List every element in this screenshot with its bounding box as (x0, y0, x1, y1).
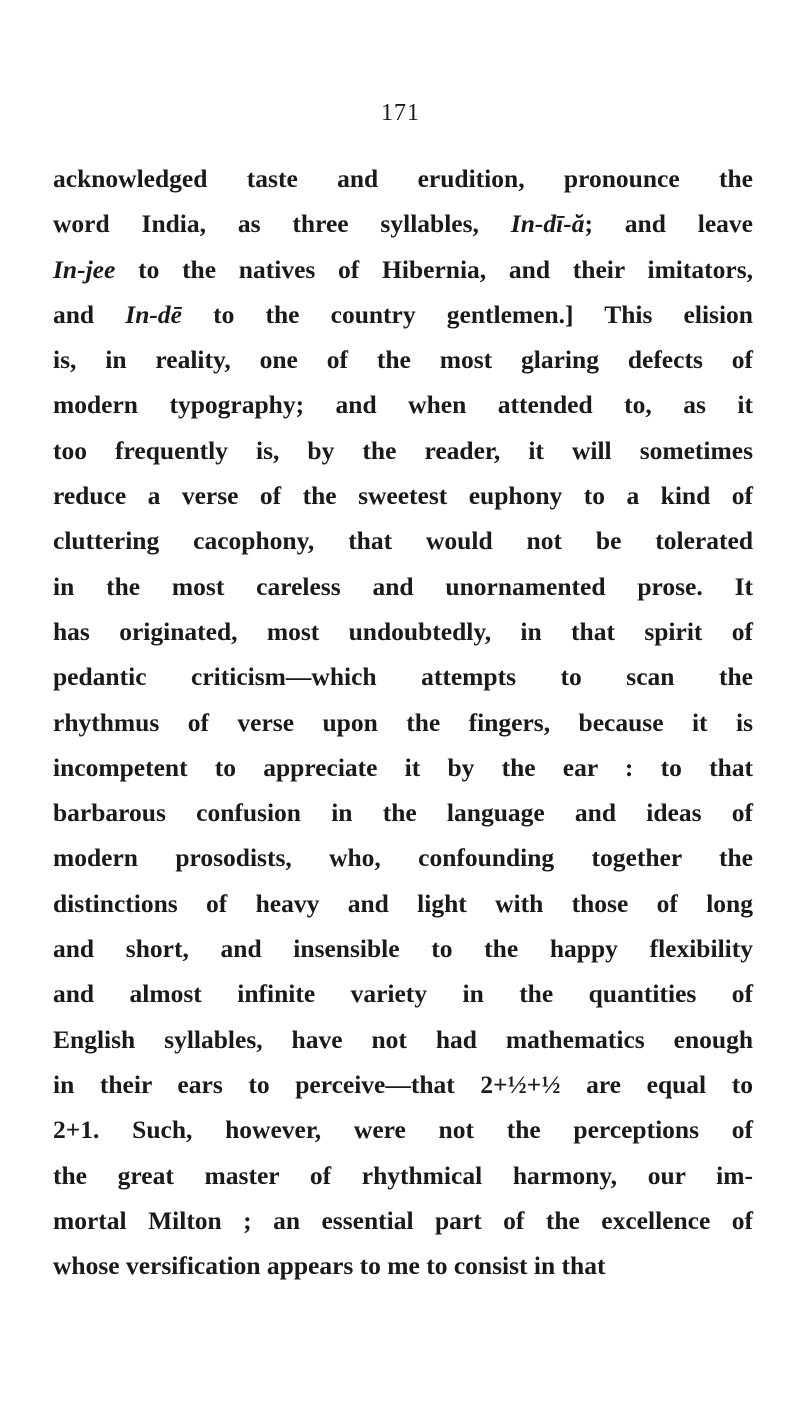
text-segment: and (53, 299, 126, 329)
text-line (53, 292, 753, 337)
text-segment: too frequently is, by the reader, it will sometimes (53, 435, 753, 465)
text-line (53, 382, 753, 427)
text-segment: cluttering cacophony, that would not be tolerated (53, 526, 753, 556)
text-line (53, 156, 753, 201)
text-segment: pedantic criticism—which attempts to scan the (53, 662, 753, 692)
text-segment: acknowledged taste and erudition, pronounce the (53, 164, 753, 193)
text-segment: ; and leave (584, 209, 753, 239)
text-segment: In-jee (53, 254, 116, 284)
text-line (53, 1017, 753, 1062)
text-segment: whose versification appears to me to consist in that (53, 1251, 606, 1281)
text-line (53, 745, 753, 790)
text-segment: In-dē (125, 299, 182, 329)
text-segment: incompetent to appreciate it by the ear : to that (53, 752, 753, 782)
text-line (53, 428, 753, 473)
text-segment: reduce a verse of the sweetest euphony to a kind of (53, 481, 753, 511)
text-line (53, 654, 753, 699)
text-line (53, 337, 753, 382)
text-segment: distinctions of heavy and light with those of long (53, 888, 753, 918)
page-number: 171 (381, 100, 420, 126)
text-segment: rhythmus of verse upon the fingers, because it is (53, 707, 753, 737)
text-segment: and almost infinite variety in the quantities of (53, 979, 753, 1009)
text-segment: English syllables, have not had mathematics enough (53, 1024, 753, 1054)
text-segment: word India, as three syllables, (53, 209, 511, 239)
body-text (53, 156, 753, 1288)
text-segment: has originated, most undoubtedly, in that spirit of (53, 616, 753, 646)
text-segment: modern typography; and when attended to, as it (53, 390, 753, 420)
text-line (53, 1062, 753, 1107)
text-line (53, 926, 753, 971)
text-segment: and short, and insensible to the happy flexibility (53, 934, 753, 964)
text-line (53, 1153, 753, 1198)
text-line (53, 700, 753, 745)
text-segment: is, in reality, one of the most glaring defects of (53, 345, 753, 375)
text-segment: to the natives of Hibernia, and their imitators, (115, 254, 753, 284)
text-line (53, 201, 753, 246)
text-segment: mortal Milton ; an essential part of the excellence of (53, 1205, 753, 1235)
text-line (53, 247, 753, 292)
text-line (53, 564, 753, 609)
text-segment: 2+1. Such, however, were not the perceptions of (53, 1115, 753, 1145)
text-segment: in their ears to perceive—that 2+½+½ are equal to (53, 1069, 753, 1099)
text-line (53, 1107, 753, 1152)
text-segment: to the country gentlemen.] This elision (181, 299, 753, 329)
text-segment: In-dī-ă (510, 209, 585, 239)
text-line (53, 518, 753, 563)
text-line (53, 609, 753, 654)
text-line (53, 473, 753, 518)
text-segment: modern prosodists, who, confounding together the (53, 843, 753, 873)
text-line (53, 1198, 753, 1243)
text-line (53, 971, 753, 1016)
text-line (53, 881, 753, 926)
text-line (53, 1243, 753, 1288)
text-segment: in the most careless and unornamented prose. It (53, 571, 753, 601)
text-line (53, 790, 753, 835)
text-line (53, 835, 753, 880)
text-segment: the great master of rhythmical harmony, our im- (53, 1160, 753, 1190)
text-segment: barbarous confusion in the language and ideas of (53, 798, 753, 828)
